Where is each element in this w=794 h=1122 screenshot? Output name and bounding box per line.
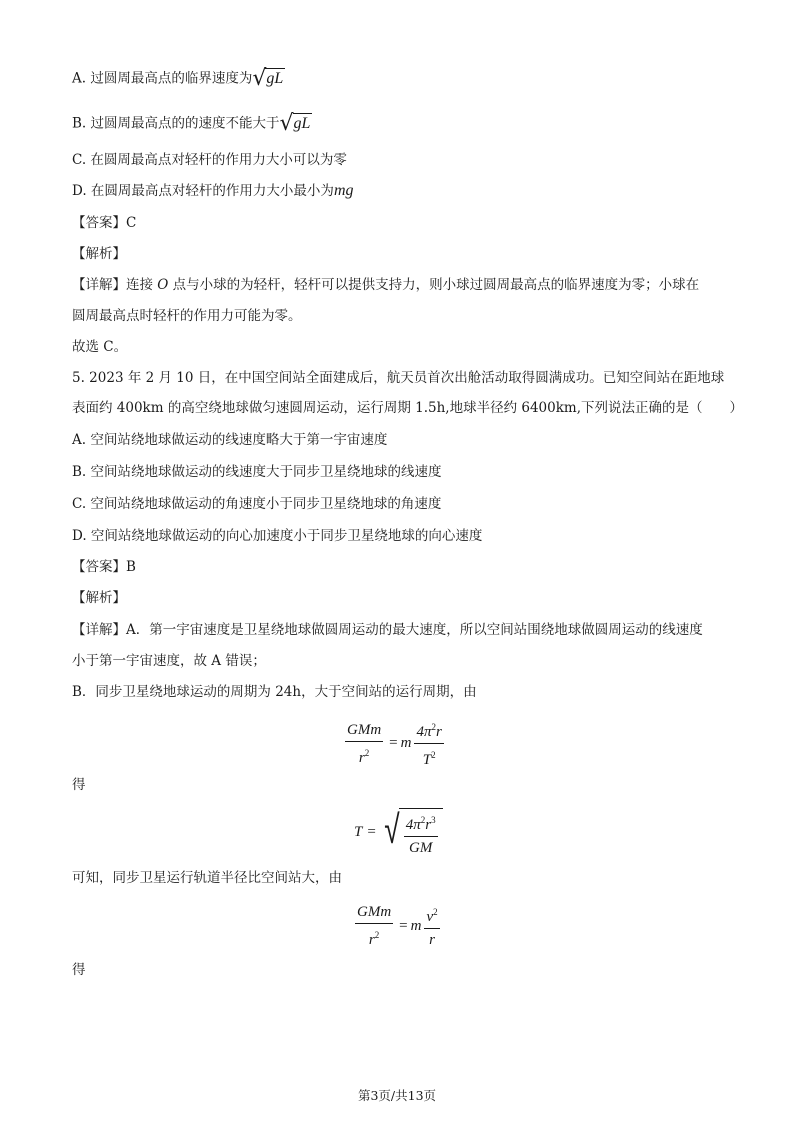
page-footer: 第3页/共13页 <box>357 1088 437 1103</box>
question5-detail-line2: 小于第一宇宙速度，故 A 错误； <box>72 653 266 669</box>
choose-prev: 故选 C。 <box>72 339 128 355</box>
question5-option-c: C. 空间站绕地球做运动的角速度小于同步卫星绕地球的角速度 <box>72 496 442 512</box>
question5-line2: 表面约 400km 的高空绕地球做匀速圆周运动，运行周期 1.5h,地球半径约 6400km,下列说法正确的是（ ） <box>72 400 743 416</box>
de1-label: 得 <box>72 777 86 793</box>
de2-label: 得 <box>72 962 86 978</box>
equation-period: T = √ $\frac{4\pi^2r^3}{GM}$ <box>354 808 443 857</box>
question5-detail-line3: B．同步卫星绕地球运动的周期为 24h，大于空间站的运行周期，由 <box>72 684 477 700</box>
question5-detail-line1: 【详解】A．第一宇宙速度是卫星绕地球做圆周运动的最大速度，所以空间站围绕地球做圆周运动的线速度 <box>72 622 703 638</box>
sqrt-gl-a: √ gL <box>252 66 284 91</box>
question5-analysis: 【解析】 <box>72 590 126 606</box>
option-a-prev: A. 过圆周最高点的临界速度为 √ gL <box>72 66 284 91</box>
kz-line: 可知，同步卫星运行轨道半径比空间站大，由 <box>72 870 342 886</box>
equation-gravity-period: $\frac{\text{GMm}}{r^2}$ = m $\frac{4\pi^2r}{T^2}$ <box>342 718 447 769</box>
option-c-prev: C. 在圆周最高点对轻杆的作用力大小可以为零 <box>72 152 347 168</box>
question5-answer: 【答案】B <box>72 559 136 575</box>
detail-prev-line1: 【详解】连接 O 点与小球的为轻杆，轻杆可以提供支持力，则小球过圆周最高点的临界速度为零；小球在 <box>72 277 700 293</box>
question5-line1: 5. 2023 年 2 月 10 日，在中国空间站全面建成后，航天员首次出舱活动取得圆满成功。已知空间站在距地球 <box>72 370 725 386</box>
question5-option-a: A. 空间站绕地球做运动的线速度略大于第一宇宙速度 <box>72 432 388 448</box>
equation-velocity: $\frac{\text{GMm}}{r^2}$ = m $\frac{v^2}{r}$ <box>357 904 438 948</box>
analysis-prev: 【解析】 <box>72 246 126 262</box>
question5-option-b: B. 空间站绕地球做运动的线速度大于同步卫星绕地球的线速度 <box>72 464 442 480</box>
option-d-prev: D. 在圆周最高点对轻杆的作用力大小最小为mg <box>72 182 354 199</box>
option-b-prev: B. 过圆周最高点的的速度不能大于 √ gL <box>72 111 311 136</box>
detail-prev-line2: 圆周最高点时轻杆的作用力可能为零。 <box>72 308 302 324</box>
sqrt-gl-b: √ gL <box>279 111 311 136</box>
answer-prev: 【答案】C <box>72 215 137 231</box>
question5-option-d: D. 空间站绕地球做运动的向心加速度小于同步卫星绕地球的向心速度 <box>72 528 483 544</box>
